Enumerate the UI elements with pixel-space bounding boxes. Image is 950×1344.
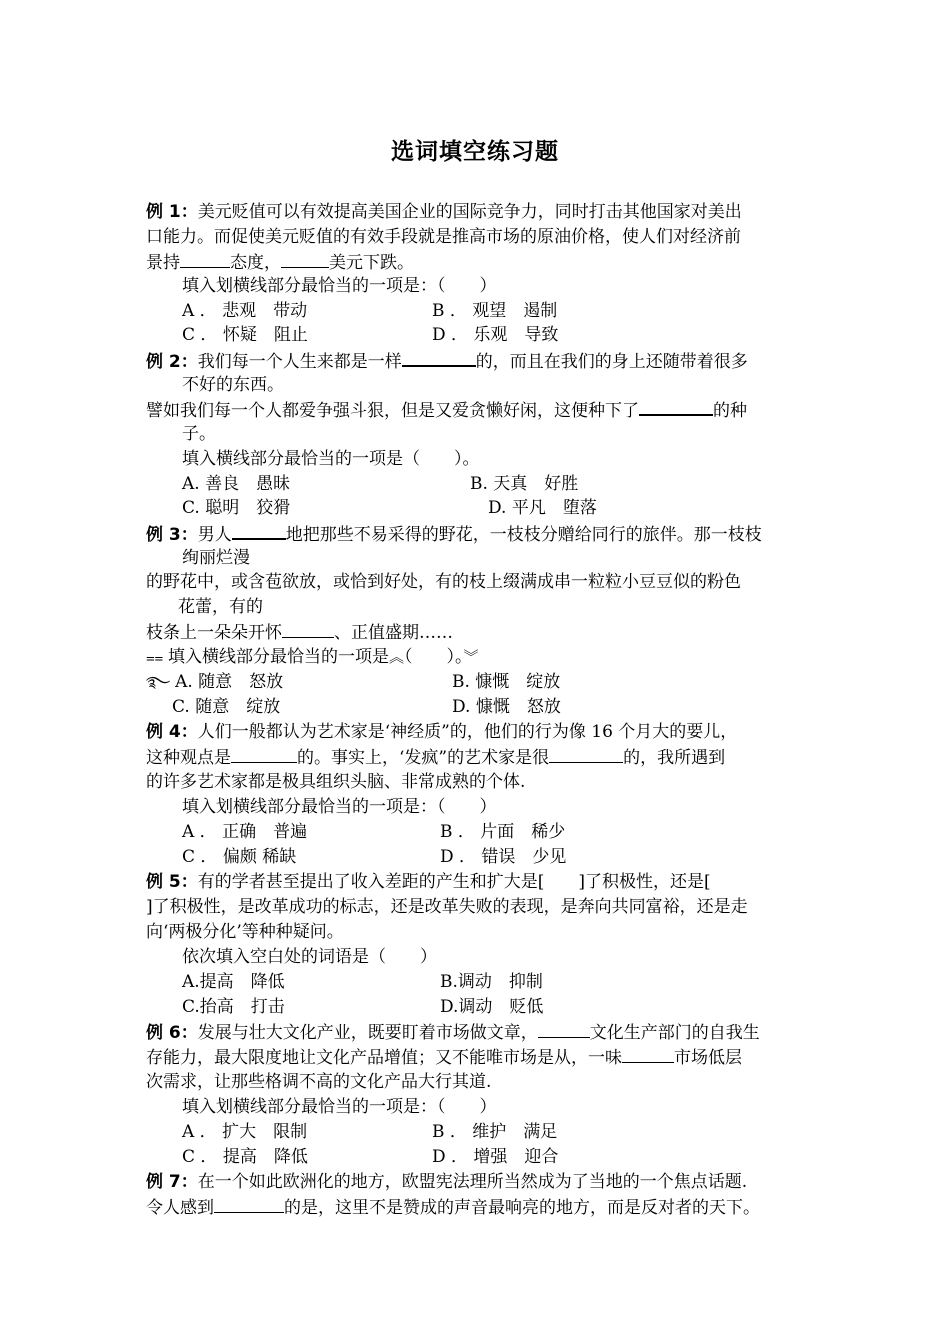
ex6-label: 例 6： xyxy=(146,1023,198,1043)
ex4-label: 例 4： xyxy=(146,722,198,742)
ex1-option-b: B ． 观望 遏制 xyxy=(432,301,558,321)
ex3-line-1: 例 3：男人 地把那些不易采得的野花，一枝枝分赠给同行的旅伴。那一枝枝 xyxy=(146,521,762,547)
ex5-line-3: 向‘两极分化’等种种疑问。 xyxy=(146,922,344,942)
ex5-label: 例 5： xyxy=(146,872,198,892)
ex2-option-d: D. 平凡 堕落 xyxy=(488,498,597,518)
ex2-line-1: 例 2：我们每一个人生来都是一样 的，而且在我们的身上还随带着很多 xyxy=(146,348,748,374)
ex2-label: 例 2： xyxy=(146,352,198,372)
ex7-blank-1 xyxy=(214,1195,284,1213)
ex4-blank-2 xyxy=(549,745,623,763)
ex5-option-d: D.调动 贬低 xyxy=(440,997,544,1017)
ex6-option-b: B ． 维护 满足 xyxy=(432,1122,558,1142)
ex1-line-3: 景持 态度， 美元下跌。 xyxy=(146,250,414,275)
ex3-option-a: ࿐ A. 随意 怒放 xyxy=(146,672,284,692)
ex1-line-2: 口能力。而促使美元贬值的有效手段就是推高市场的原油价格，使人们对经济前 xyxy=(146,227,741,247)
ex6-blank-1 xyxy=(538,1020,590,1038)
ex1-label: 例 1： xyxy=(146,202,198,222)
ex4-option-a: A ． 正确 普遍 xyxy=(182,822,308,842)
ex4-line-1: 例 4：人们一般都认为艺术家是‘神经质”的，他们的行为像 16 个月大的要儿， xyxy=(146,722,738,742)
ex6-blank-2 xyxy=(622,1045,674,1063)
ex1-option-a: A ． 悲观 带动 xyxy=(182,301,308,321)
chevron-down-icon: ︾ xyxy=(463,648,479,666)
ex5-option-c: C.抬高 打击 xyxy=(182,997,285,1017)
ex6-option-d: D ． 增强 迎合 xyxy=(432,1147,559,1167)
ex5-line-1: 例 5：有的学者甚至提出了收入差距的产生和扩大是[ ]了积极性，还是[ xyxy=(146,872,711,892)
ex3-blank-1 xyxy=(232,521,286,540)
ex6-line-3: 次需求，让那些格调不高的文化产品大行其道. xyxy=(146,1072,492,1092)
ex3-line-5: 枝条上一朵朵开怀 、正值盛期…… xyxy=(146,620,453,645)
ex5-prompt: 依次填入空白处的词语是（ ） xyxy=(182,947,437,967)
ex6-line-1: 例 6：发展与壮大文化产业，既要盯着市场做文章， 文化生产部门的自我生 xyxy=(146,1020,760,1045)
ex4-line-2: 这种观点是 的。事实上，‘发疯”的艺术家是很 的，我所遇到 xyxy=(146,745,725,770)
ex4-option-c: C ． 偏颇 稀缺 xyxy=(182,847,297,867)
ex4-option-d: D ． 错误 少见 xyxy=(440,847,567,867)
ex6-line-2: 存能力，最大限度地让文化产品增值；又不能唯市场是从，一味 市场低层 xyxy=(146,1045,742,1070)
chevron-up-icon: ︽ xyxy=(389,648,405,666)
ex3-option-b: B. 慷慨 绽放 xyxy=(452,672,561,692)
ex1-blank-2 xyxy=(281,250,329,268)
ex2-blank-2 xyxy=(639,397,713,416)
ex1-line-1: 例 1：美元贬值可以有效提高美国企业的国际竞争力，同时打击其他国家对美出 xyxy=(146,202,742,222)
ex7-line-2: 令人感到 的是，这里不是赞成的声音最响亮的地方，而是反对者的天下。 xyxy=(146,1195,760,1220)
ex3-prompt: ⩵ 填入横线部分最恰当的一项是︽（ ）。︾ xyxy=(146,647,479,667)
swirl-icon: ࿐ xyxy=(146,673,176,691)
ex1-option-c: C ． 怀疑 阻止 xyxy=(182,325,308,345)
ex6-prompt: 填入划横线部分最恰当的一项是：（ ） xyxy=(182,1097,497,1117)
ex3-line-2: 绚丽烂漫 xyxy=(182,548,250,568)
ex3-option-d: D. 慷慨 怒放 xyxy=(452,697,561,717)
ex3-blank-2 xyxy=(282,620,334,638)
ex6-option-c: C ． 提高 降低 xyxy=(182,1147,308,1167)
ex3-line-4: 花蕾，有的 xyxy=(178,597,263,617)
ex1-blank-1 xyxy=(180,250,230,268)
ex4-blank-1 xyxy=(231,745,297,763)
ex2-line-4: 子。 xyxy=(182,424,216,444)
ex7-label: 例 7： xyxy=(146,1172,198,1192)
list-mark-icon: ⩵ xyxy=(146,648,168,666)
ex1-option-d: D ． 乐观 导致 xyxy=(432,325,559,345)
ex3-label: 例 3： xyxy=(146,525,198,545)
page-title: 选词填空练习题 xyxy=(391,139,559,165)
ex3-line-3: 的野花中，或含苞欲放，或恰到好处，有的枝上缀满成串一粒粒小豆豆似的粉色 xyxy=(146,572,741,592)
ex4-option-b: B ． 片面 稀少 xyxy=(440,822,566,842)
ex5-line-2: ]了积极性，是改革成功的标志，还是改革失败的表现，是奔向共同富裕，还是走 xyxy=(146,897,748,917)
ex2-prompt: 填入横线部分最恰当的一项是（ ）。 xyxy=(182,449,480,469)
ex1-prompt: 填入划横线部分最恰当的一项是：（ ） xyxy=(182,276,497,296)
ex5-option-a: A.提高 降低 xyxy=(182,972,285,992)
ex7-line-1: 例 7：在一个如此欧洲化的地方，欧盟宪法理所当然成为了当地的一个焦点话题. xyxy=(146,1172,748,1192)
ex2-option-b: B. 天真 好胜 xyxy=(470,474,579,494)
ex2-option-a: A. 善良 愚昧 xyxy=(182,474,291,494)
ex5-option-b: B.调动 抑制 xyxy=(440,972,543,992)
ex4-line-3: 的许多艺术家都是极具组织头脑、非常成熟的个体. xyxy=(146,772,526,792)
ex2-blank-1 xyxy=(402,348,476,367)
ex2-line-2: 不好的东西。 xyxy=(182,375,284,395)
ex4-prompt: 填入划横线部分最恰当的一项是：（ ） xyxy=(182,797,497,817)
ex2-option-c: C. 聪明 狡猾 xyxy=(182,498,291,518)
ex2-line-3: 譬如我们每一个人都爱争强斗狠，但是又爱贪懒好闲，这便种下了 的种 xyxy=(146,397,747,423)
ex6-option-a: A ． 扩大 限制 xyxy=(182,1122,308,1142)
ex3-option-c: C. 随意 绽放 xyxy=(172,697,281,717)
